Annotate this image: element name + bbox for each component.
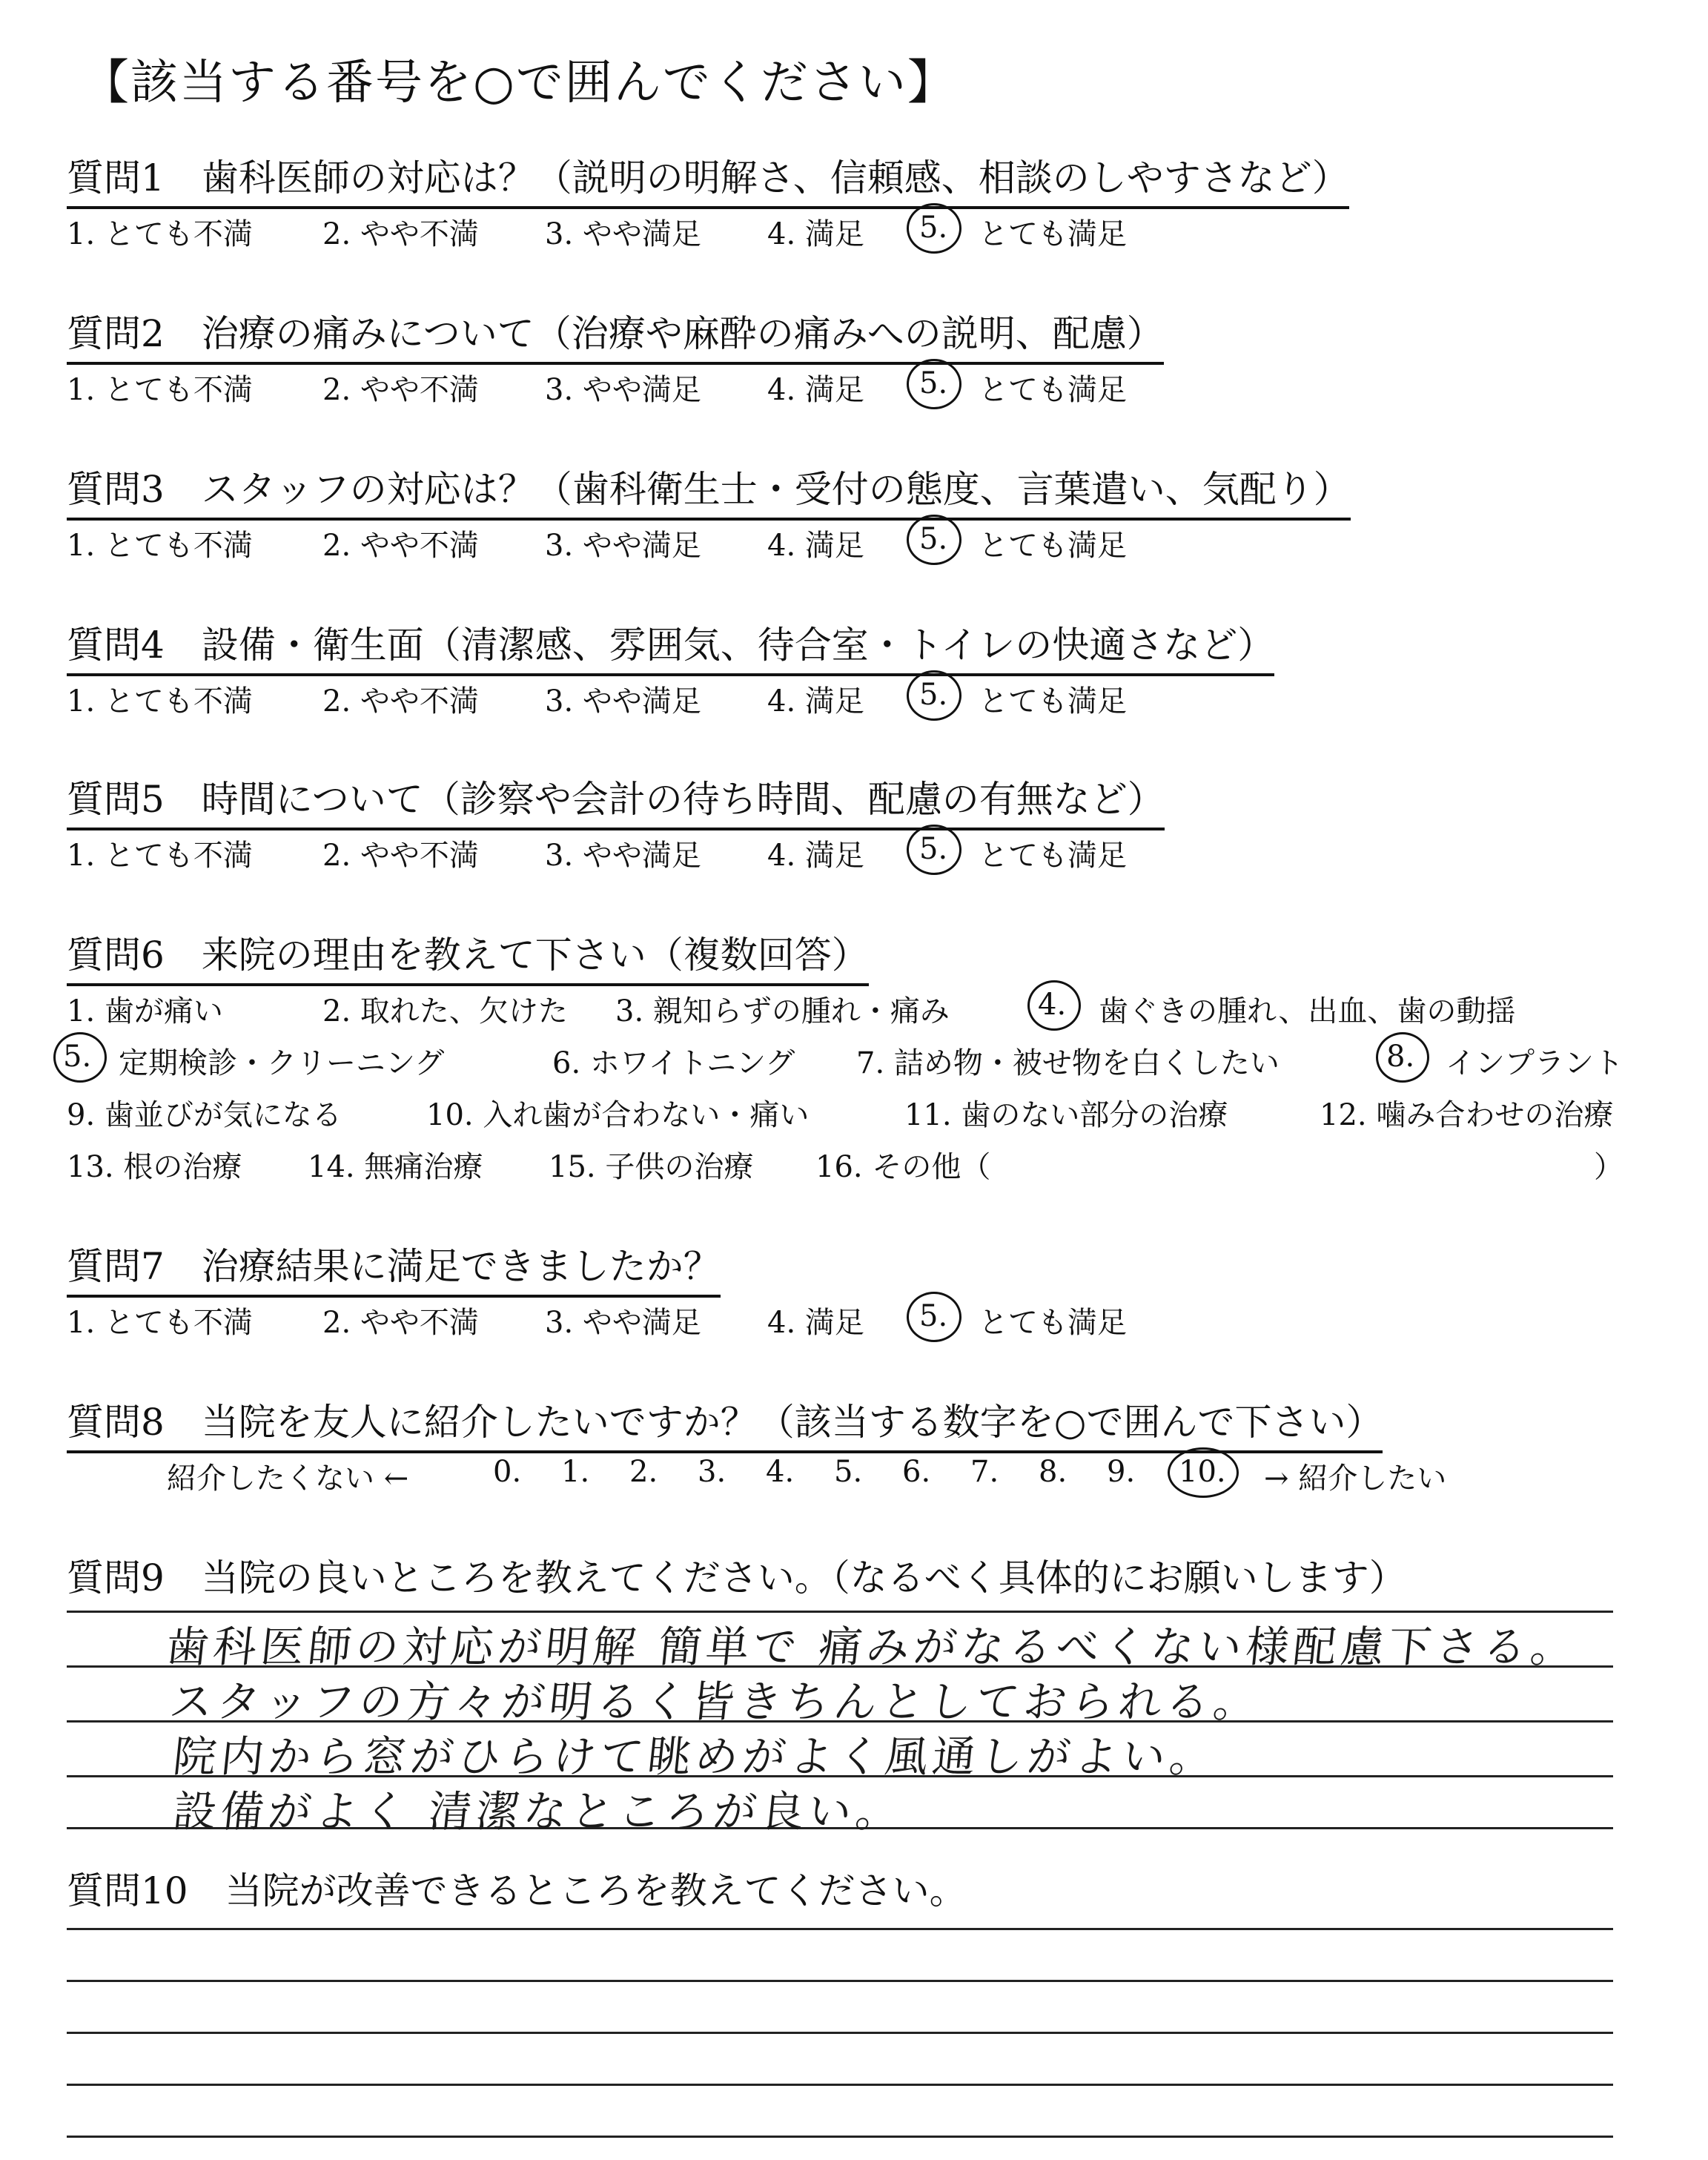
option-1[interactable]: 1. とても不満: [67, 839, 253, 873]
option-1[interactable]: 1. とても不満: [67, 373, 253, 407]
scale-7[interactable]: 7.: [970, 1455, 999, 1489]
reason-6[interactable]: 6. ホワイトニング: [552, 1046, 795, 1080]
reason-5-label: 定期検診・クリーニング: [119, 1046, 445, 1080]
scale-5[interactable]: 5.: [834, 1455, 863, 1489]
rating-row: [67, 211, 1253, 252]
answer-rule: [67, 1980, 1613, 1982]
option-1[interactable]: 1. とても不満: [67, 684, 253, 719]
option-2[interactable]: 2. やや不満: [322, 839, 479, 873]
question-title: 質問8 当院を友人に紹介したいですか？（該当する数字を○で囲んで下さい）: [67, 1393, 1383, 1453]
question-title: 質問3 スタッフの対応は？（歯科衛生士・受付の態度、言葉遣い、気配り）: [67, 460, 1351, 521]
option-5-label: とても満足: [979, 839, 1127, 873]
scale-10[interactable]: 10.: [1179, 1455, 1226, 1489]
option-5[interactable]: 5.: [919, 366, 948, 400]
option-5-label: とても満足: [979, 529, 1127, 563]
answer-rule: [67, 1928, 1613, 1930]
option-5-label: とても満足: [979, 1306, 1127, 1340]
question-title: 質問5 時間について（診察や会計の待ち時間、配慮の有無など）: [67, 770, 1165, 830]
option-1[interactable]: 1. とても不満: [67, 217, 253, 251]
recommend-scale: [167, 1455, 1575, 1496]
question-title: 質問2 治療の痛みについて（治療や麻酔の痛みへの説明、配慮）: [67, 304, 1164, 365]
handwritten-answer-line: スタッフの方々が明るく皆きちんとしておられる。: [167, 1677, 1264, 1727]
reason-4-label: 歯ぐきの腫れ、出血、歯の動揺: [1099, 994, 1516, 1028]
scale-0[interactable]: 0.: [493, 1455, 522, 1489]
option-4[interactable]: 4. 満足: [767, 529, 864, 563]
question-title: 質問10 当院が改善できるところを教えてください。: [67, 1869, 967, 1912]
answer-rule: [67, 2084, 1613, 2086]
option-4[interactable]: 4. 満足: [767, 373, 864, 407]
rating-row: [67, 832, 1253, 873]
answer-rule: [67, 2032, 1613, 2034]
scale-9[interactable]: 9.: [1107, 1455, 1136, 1489]
option-4[interactable]: 4. 満足: [767, 1306, 864, 1340]
question-title: 質問7 治療結果に満足できましたか？: [67, 1237, 721, 1298]
scale-6[interactable]: 6.: [902, 1455, 931, 1489]
reason-1[interactable]: 1. 歯が痛い: [67, 994, 223, 1028]
option-5-label: とても満足: [979, 217, 1127, 251]
option-2[interactable]: 2. やや不満: [322, 1306, 479, 1340]
rating-row: [67, 366, 1253, 408]
rating-row: [67, 678, 1253, 719]
answer-rule: [67, 2136, 1613, 2138]
option-5-label: とても満足: [979, 684, 1127, 719]
question-title: 質問4 設備・衛生面（清潔感、雰囲気、待合室・トイレの快適さなど）: [67, 615, 1274, 676]
option-3[interactable]: 3. やや満足: [545, 529, 701, 563]
reason-3[interactable]: 3. 親知らずの腫れ・痛み: [615, 994, 950, 1028]
option-2[interactable]: 2. やや不満: [322, 217, 479, 251]
question-title: 質問1 歯科医師の対応は？（説明の明解さ、信頼感、相談のしやすさなど）: [67, 148, 1349, 209]
scale-4[interactable]: 4.: [766, 1455, 795, 1489]
reason-15[interactable]: 15. 子供の治療: [549, 1150, 754, 1184]
reason-2[interactable]: 2. 取れた、欠けた: [322, 994, 568, 1028]
reason-8[interactable]: 8.: [1386, 1040, 1415, 1074]
option-1[interactable]: 1. とても不満: [67, 529, 253, 563]
reason-16[interactable]: 16. その他（: [815, 1150, 991, 1184]
option-5-label: とても満足: [979, 373, 1127, 407]
scale-3[interactable]: 3.: [698, 1455, 726, 1489]
handwritten-answer-line: 設備がよく 清潔なところが良い。: [171, 1786, 906, 1837]
reason-8-label: インプラント: [1446, 1046, 1623, 1080]
option-2[interactable]: 2. やや不満: [322, 529, 479, 563]
option-3[interactable]: 3. やや満足: [545, 839, 701, 873]
option-4[interactable]: 4. 満足: [767, 684, 864, 719]
page-header: 【該当する番号を○で囲んでください】: [82, 56, 956, 110]
option-3[interactable]: 3. やや満足: [545, 217, 701, 251]
scale-8[interactable]: 8.: [1039, 1455, 1068, 1489]
option-5[interactable]: 5.: [919, 832, 948, 866]
option-3[interactable]: 3. やや満足: [545, 1306, 701, 1340]
option-4[interactable]: 4. 満足: [767, 217, 864, 251]
rating-row: [67, 1299, 1253, 1341]
question-title: 質問9 当院の良いところを教えてください。（なるべく具体的にお願いします）: [67, 1556, 1406, 1599]
scale-1[interactable]: 1.: [561, 1455, 590, 1489]
option-5[interactable]: 5.: [919, 1299, 948, 1333]
reason-11[interactable]: 11. 歯のない部分の治療: [904, 1098, 1228, 1132]
handwritten-answer-line: 歯科医師の対応が明解 簡単で 痛みがなるべくない様配慮下さる。: [163, 1622, 1581, 1672]
reason-12[interactable]: 12. 噛み合わせの治療: [1320, 1098, 1614, 1132]
reason-options: [63, 988, 1661, 1210]
reason-10[interactable]: 10. 入れ歯が合わない・痛い: [426, 1098, 810, 1132]
option-3[interactable]: 3. やや満足: [545, 373, 701, 407]
option-4[interactable]: 4. 満足: [767, 839, 864, 873]
scale-left-label: 紹介したくない ←: [167, 1462, 409, 1496]
option-5[interactable]: 5.: [919, 211, 948, 245]
option-2[interactable]: 2. やや不満: [322, 684, 479, 719]
option-3[interactable]: 3. やや満足: [545, 684, 701, 719]
scale-2[interactable]: 2.: [629, 1455, 658, 1489]
reason-14[interactable]: 14. 無痛治療: [308, 1150, 483, 1184]
reason-9[interactable]: 9. 歯並びが気になる: [67, 1098, 342, 1132]
option-5[interactable]: 5.: [919, 678, 948, 712]
rating-row: [67, 522, 1253, 564]
option-1[interactable]: 1. とても不満: [67, 1306, 253, 1340]
scale-right-label: → 紹介したい: [1264, 1462, 1447, 1496]
handwritten-answer-line: 院内から窓がひらけて眺めがよく風通しがよい。: [171, 1731, 1220, 1782]
option-2[interactable]: 2. やや不満: [322, 373, 479, 407]
option-5[interactable]: 5.: [919, 522, 948, 556]
reason-7[interactable]: 7. 詰め物・被せ物を白くしたい: [856, 1046, 1280, 1080]
question-title: 質問6 来院の理由を教えて下さい（複数回答）: [67, 925, 869, 986]
reason-5[interactable]: 5.: [63, 1040, 92, 1074]
reason-16-close: ）: [1594, 1150, 1623, 1184]
reason-4[interactable]: 4.: [1038, 988, 1067, 1022]
reason-13[interactable]: 13. 根の治療: [67, 1150, 242, 1184]
